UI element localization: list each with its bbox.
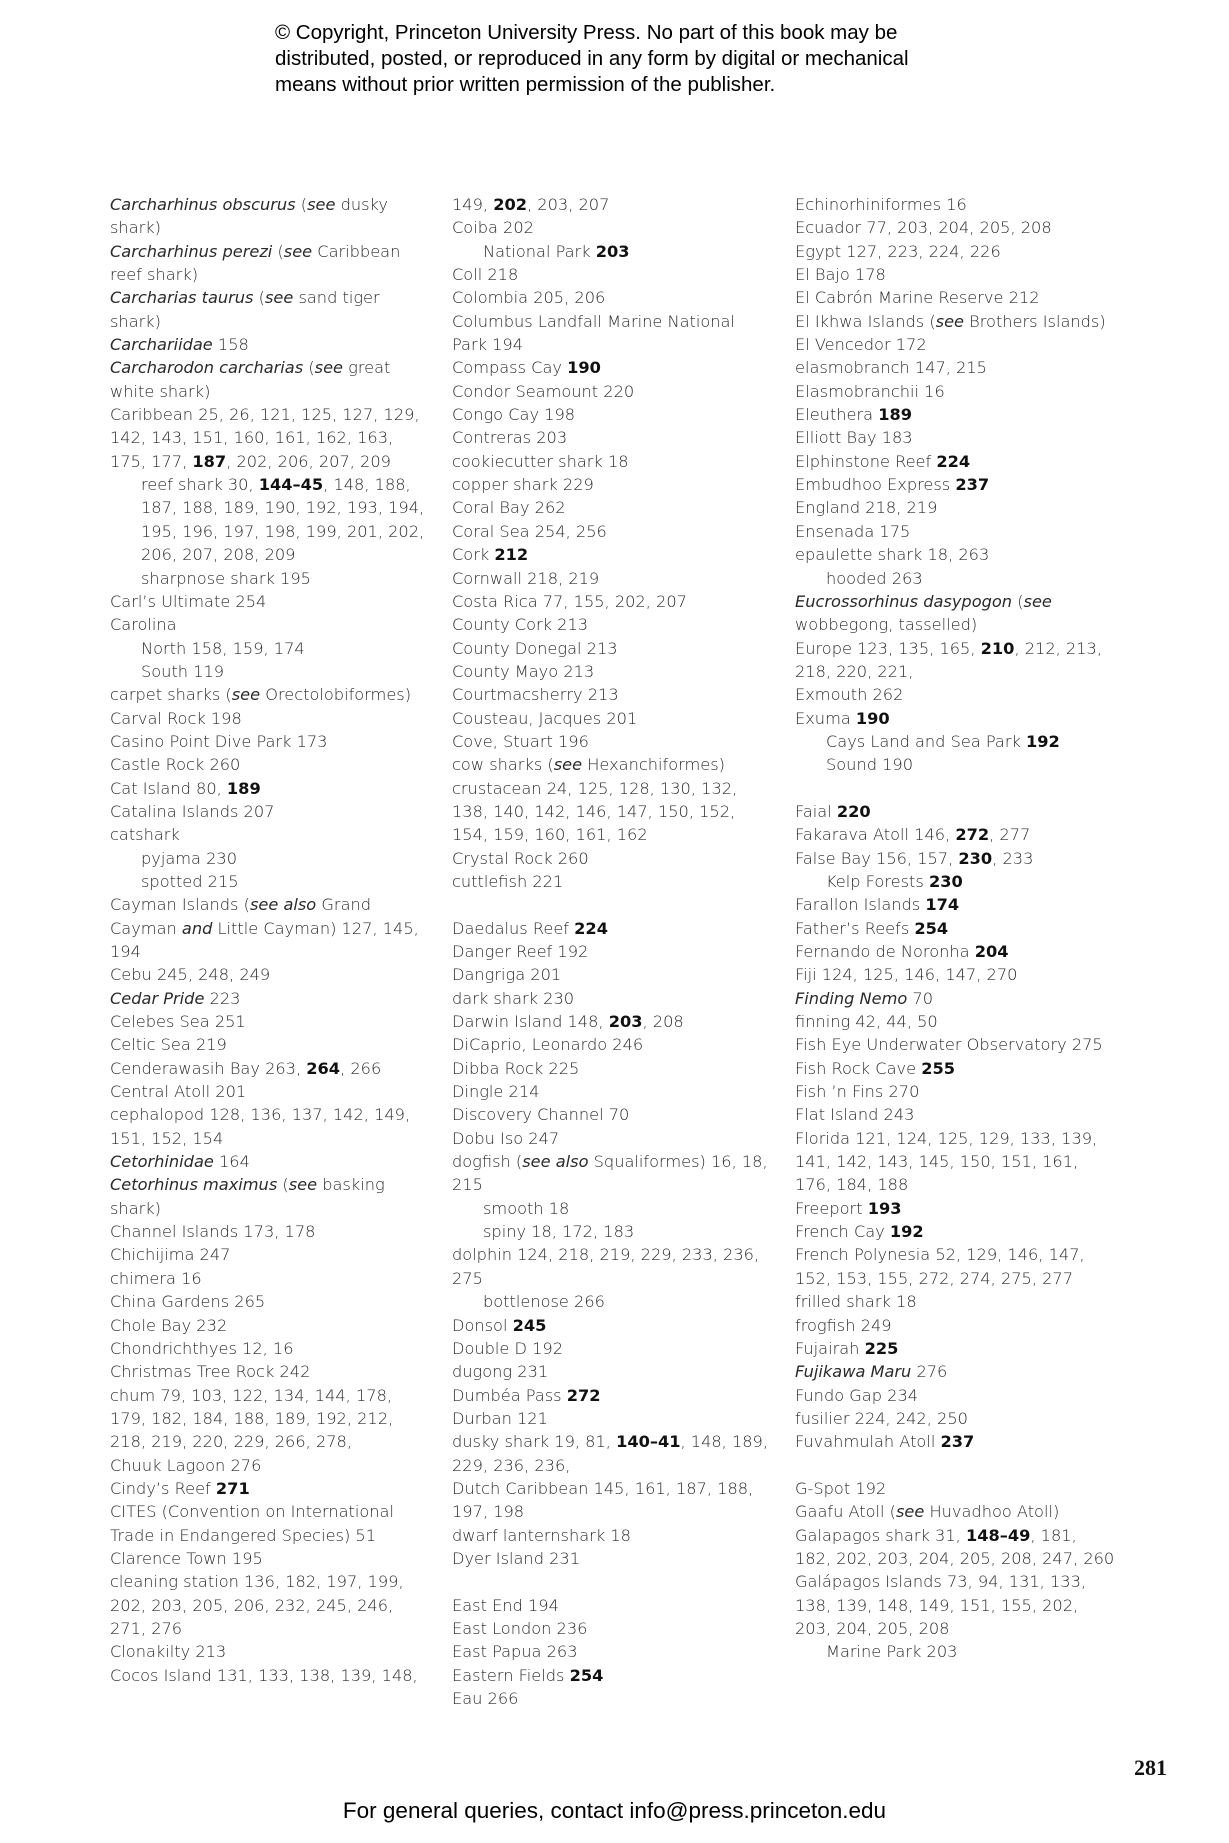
index-entry: Ecuador 77, 203, 204, 205, 208: [795, 218, 1052, 238]
index-entry: Casino Point Dive Park 173: [110, 731, 328, 751]
index-entry: Eleuthera 189: [795, 405, 913, 425]
index-entry: Father’s Reefs 254: [795, 918, 949, 938]
index-entry: Dumbéa Pass 272: [452, 1385, 601, 1405]
index-entry: Ensenada 175: [795, 521, 911, 541]
index-entry: French Cay 192: [795, 1222, 924, 1242]
index-entry: Daedalus Reef 224: [452, 918, 608, 938]
index-entry: dark shark 230: [452, 988, 575, 1008]
index-entry: Cetorhinidae 164: [110, 1152, 250, 1172]
index-entry: Condor Seamount 220: [452, 381, 635, 401]
index-entry: dolphin 124, 218, 219, 229, 233, 236, 275: [452, 1245, 760, 1288]
index-subentry: National Park 203: [483, 241, 630, 261]
index-entry: Fish ’n Fins 270: [795, 1082, 920, 1102]
index-entry: Darwin Island 148, 203, 208: [452, 1012, 684, 1032]
index-entry: Echinorhiniformes 16: [795, 195, 967, 214]
index-entry: Eucrossorhinus dasypogon (see wobbegong, tasselled): [795, 591, 1052, 635]
index-entry: DiCaprio, Leonardo 246: [452, 1035, 644, 1055]
index-entry: Christmas Tree Rock 242: [110, 1362, 311, 1382]
index-entry: Chondrichthyes 12, 16: [110, 1338, 294, 1358]
copyright-notice: [275, 20, 975, 98]
index-entry: Clarence Town 195: [110, 1548, 263, 1568]
index-column-2: [452, 193, 772, 1710]
index-subentry: North 158, 159, 174: [141, 638, 305, 658]
index-entry: Carl’s Ultimate 254: [110, 591, 267, 611]
index-entry: Elphinstone Reef 224: [795, 451, 971, 471]
index-entry: Egypt 127, 223, 224, 226: [795, 241, 1001, 261]
footer-contact: For general queries, contact info@press.princeton.edu: [342, 1798, 887, 1823]
index-entry: Courtmacsherry 213: [452, 685, 619, 705]
index-entry: Celebes Sea 251: [110, 1012, 246, 1032]
index-entry: Cornwall 218, 219: [452, 568, 600, 588]
index-entry: Catalina Islands 207: [110, 801, 275, 821]
index-subentry: Marine Park 203: [826, 1642, 958, 1662]
index-entry: El Bajo 178: [795, 265, 886, 285]
index-entry: cow sharks (see Hexanchiformes): [452, 755, 725, 775]
index-entry: Fish Rock Cave 255: [795, 1058, 956, 1078]
index-entry: Central Atoll 201: [110, 1082, 247, 1102]
index-entry: Farallon Islands 174: [795, 895, 960, 915]
index-entry: Cat Island 80, 189: [110, 778, 261, 798]
index-entry: County Mayo 213: [452, 661, 595, 681]
index-entry: Carcharhinus perezi (see Caribbean reef shark): [110, 241, 401, 285]
index-entry: Celtic Sea 219: [110, 1035, 227, 1055]
index-entry: Dobu Iso 247: [452, 1128, 560, 1148]
index-column-3: [795, 193, 1115, 1664]
index-entry: Fundo Gap 234: [795, 1385, 919, 1405]
index-entry: G-Spot 192: [795, 1478, 887, 1498]
index-entry: Fujairah 225: [795, 1338, 899, 1358]
index-entry: Carolina: [110, 615, 177, 635]
index-entry: Flat Island 243: [795, 1105, 915, 1125]
index-entry: finning 42, 44, 50: [795, 1012, 938, 1032]
index-entry: Crystal Rock 260: [452, 848, 589, 868]
index-entry: Dingle 214: [452, 1082, 540, 1102]
index-entry: Columbus Landfall Marine National Park 194: [452, 311, 735, 355]
index-entry: dwarf lanternshark 18: [452, 1525, 631, 1545]
index-entry: Fernando de Noronha 204: [795, 942, 1009, 961]
index-entry: Fuvahmulah Atoll 237: [795, 1432, 975, 1452]
index-entry: Castle Rock 260: [110, 755, 241, 775]
index-entry: French Polynesia 52, 129, 146, 147, 152, 153, 155, 272, 274, 275, 277: [795, 1245, 1085, 1288]
index-entry: Carchariidae 158: [110, 335, 249, 355]
index-entry: Fish Eye Underwater Observatory 275: [795, 1035, 1103, 1055]
index-entry: Cayman Islands (see also Grand Cayman and Little Cayman) 127, 145, 194: [110, 895, 419, 961]
index-subentry: Sound 190: [826, 755, 914, 775]
index-entry: Compass Cay 190: [452, 358, 601, 378]
index-entry: Fiji 124, 125, 146, 147, 270: [795, 965, 1018, 985]
index-entry: Fujikawa Maru 276: [795, 1362, 948, 1382]
index-subentry: hooded 263: [826, 568, 923, 588]
index-entry: Cindy’s Reef 271: [110, 1478, 250, 1498]
index-entry: Eastern Fields 254: [452, 1665, 604, 1685]
index-entry: Freeport 193: [795, 1198, 902, 1218]
index-entry: Eau 266: [452, 1689, 519, 1708]
index-entry: Exmouth 262: [795, 685, 904, 705]
index-entry: Faial 220: [795, 801, 871, 821]
index-entry: Cenderawasih Bay 263, 264, 266: [110, 1058, 382, 1078]
index-entry: cuttlefish 221: [452, 871, 564, 891]
index-subentry: spotted 215: [141, 871, 239, 891]
index-entry: Coiba 202: [452, 218, 534, 238]
index-entry: chum 79, 103, 122, 134, 144, 178, 179, 182, 184, 188, 189, 192, 212, 218, 219, 220, 229, 266, 278,: [110, 1385, 394, 1452]
index-entry: Florida 121, 124, 125, 129, 133, 139, 141, 142, 143, 145, 150, 151, 161, 176, 184, 188: [795, 1128, 1098, 1195]
index-entry: Durban 121: [452, 1408, 548, 1428]
index-entry: cookiecutter shark 18: [452, 451, 629, 471]
index-entry: Galapagos shark 31, 148–49, 181, 182, 202, 203, 204, 205, 208, 247, 260: [795, 1525, 1115, 1568]
index-entry: cephalopod 128, 136, 137, 142, 149, 151, 152, 154: [110, 1105, 411, 1148]
index-entry: Dibba Rock 225: [452, 1058, 580, 1078]
index-entry: 149, 202, 203, 207: [452, 195, 610, 214]
index-entry: Costa Rica 77, 155, 202, 207: [452, 591, 687, 611]
index-entry: Elasmobranchii 16: [795, 381, 945, 401]
copyright-line: distributed, posted, or reproduced in any form by digital or mechanical: [275, 47, 909, 70]
index-entry: frilled shark 18: [795, 1292, 917, 1312]
index-entry: Contreras 203: [452, 428, 568, 448]
index-entry: CITES (Convention on International Trade in Endangered Species) 51: [110, 1502, 394, 1545]
index-entry: East Papua 263: [452, 1642, 578, 1662]
index-entry: Cove, Stuart 196: [452, 731, 589, 751]
index-entry: Coral Bay 262: [452, 498, 566, 518]
index-entry: Chichijima 247: [110, 1245, 231, 1265]
index-column-1: [110, 193, 430, 1687]
letter-gap: [795, 777, 1115, 800]
index-entry: False Bay 156, 157, 230, 233: [795, 848, 1034, 868]
index-entry: Chuuk Lagoon 276: [110, 1455, 262, 1475]
index-entry: East London 236: [452, 1618, 588, 1638]
index-entry: Danger Reef 192: [452, 942, 589, 961]
index-entry: epaulette shark 18, 263: [795, 545, 990, 565]
letter-gap: [452, 1570, 772, 1593]
index-entry: Double D 192: [452, 1338, 564, 1358]
index-entry: Discovery Channel 70: [452, 1105, 630, 1125]
index-entry: dusky shark 19, 81, 140–41, 148, 189, 229, 236, 236,: [452, 1432, 769, 1475]
index-entry: County Cork 213: [452, 615, 589, 635]
index-entry: frogfish 249: [795, 1315, 892, 1335]
index-entry: copper shark 229: [452, 475, 594, 495]
index-entry: Donsol 245: [452, 1315, 547, 1335]
index-entry: Gaafu Atoll (see Huvadhoo Atoll): [795, 1502, 1060, 1522]
index-entry: Dutch Caribbean 145, 161, 187, 188, 197, 198: [452, 1478, 754, 1522]
index-entry: catshark: [110, 825, 180, 845]
index-entry: County Donegal 213: [452, 638, 618, 658]
index-entry: Elliott Bay 183: [795, 428, 913, 448]
index-entry: Embudhoo Express 237: [795, 475, 990, 495]
page-number: 281: [1134, 1755, 1167, 1780]
index-entry: Carcharias taurus (see sand tiger shark): [110, 288, 380, 331]
index-entry: Cetorhinus maximus (see basking shark): [110, 1175, 385, 1218]
index-subentry: smooth 18: [483, 1198, 570, 1218]
index-entry: Coral Sea 254, 256: [452, 521, 607, 541]
index-entry: carpet sharks (see Orectolobiformes): [110, 685, 412, 705]
index-entry: Carval Rock 198: [110, 708, 242, 728]
index-entry: Carcharodon carcharias (see great white shark): [110, 358, 391, 401]
index-entry: Exuma 190: [795, 708, 890, 728]
index-entry: El Ikhwa Islands (see Brothers Islands): [795, 311, 1106, 331]
index-entry: Finding Nemo 70: [795, 988, 934, 1008]
index-subentry: spiny 18, 172, 183: [483, 1222, 635, 1242]
index-entry: Chole Bay 232: [110, 1315, 228, 1335]
index-entry: Cebu 245, 248, 249: [110, 965, 271, 985]
index-entry: Caribbean 25, 26, 121, 125, 127, 129, 142, 143, 151, 160, 161, 162, 163, 175, 177, 187, 202, 206, 207, 209: [110, 405, 420, 471]
index-entry: Fakarava Atoll 146, 272, 277: [795, 825, 1031, 845]
index-subentry: sharpnose shark 195: [141, 568, 311, 588]
index-entry: Cedar Pride 223: [110, 988, 241, 1008]
index-entry: Channel Islands 173, 178: [110, 1222, 316, 1242]
index-entry: Congo Cay 198: [452, 405, 576, 425]
index-subentry: Kelp Forests 230: [826, 871, 963, 891]
index-entry: Cocos Island 131, 133, 138, 139, 148,: [110, 1665, 418, 1685]
copyright-line: © Copyright, Princeton University Press. No part of this book may be: [275, 21, 898, 44]
index-entry: elasmobranch 147, 215: [795, 358, 987, 378]
index-entry: Cork 212: [452, 545, 529, 565]
index-entry: dugong 231: [452, 1362, 549, 1382]
index-entry: Colombia 205, 206: [452, 288, 606, 308]
index-entry: Dangriga 201: [452, 965, 562, 985]
index-entry: England 218, 219: [795, 498, 938, 518]
index-entry: chimera 16: [110, 1268, 202, 1288]
index-entry: El Vencedor 172: [795, 335, 927, 355]
index-subentry: bottlenose 266: [483, 1292, 605, 1312]
index-entry: Dyer Island 231: [452, 1548, 581, 1568]
index-entry: Coll 218: [452, 265, 519, 285]
index-subentry: pyjama 230: [141, 848, 238, 868]
index-entry: East End 194: [452, 1595, 559, 1615]
index-entry: Europe 123, 135, 165, 210, 212, 213, 218, 220, 221,: [795, 638, 1102, 681]
index-entry: El Cabrón Marine Reserve 212: [795, 288, 1040, 308]
index-entry: dogfish (see also Squaliformes) 16, 18, 215: [452, 1152, 768, 1195]
letter-gap: [795, 1454, 1115, 1477]
index-entry: Cousteau, Jacques 201: [452, 708, 638, 728]
index-entry: Galápagos Islands 73, 94, 131, 133, 138, 139, 148, 149, 151, 155, 202, 203, 204, 205, 208: [795, 1572, 1087, 1638]
index-entry: Carcharhinus obscurus (see dusky shark): [110, 195, 388, 238]
index-entry: cleaning station 136, 182, 197, 199, 202, 203, 205, 206, 232, 245, 246, 271, 276: [110, 1572, 404, 1638]
index-subentry: reef shark 30, 144–45, 148, 188, 187, 188, 189, 190, 192, 193, 194, 195, 196, 197, 198, 199, 201, 202, 206, 207, 208, 209: [141, 475, 425, 565]
index-subentry: South 119: [141, 661, 225, 681]
index-entry: crustacean 24, 125, 128, 130, 132, 138, 140, 142, 146, 147, 150, 152, 154, 159, 160, 161, 162: [452, 778, 738, 845]
index-subentry: Cays Land and Sea Park 192: [826, 731, 1060, 751]
index-entry: Clonakilty 213: [110, 1642, 227, 1662]
letter-gap: [452, 893, 772, 916]
copyright-line: means without prior written permission of the publisher.: [275, 73, 776, 96]
index-entry: fusilier 224, 242, 250: [795, 1408, 968, 1428]
index-entry: China Gardens 265: [110, 1292, 266, 1312]
